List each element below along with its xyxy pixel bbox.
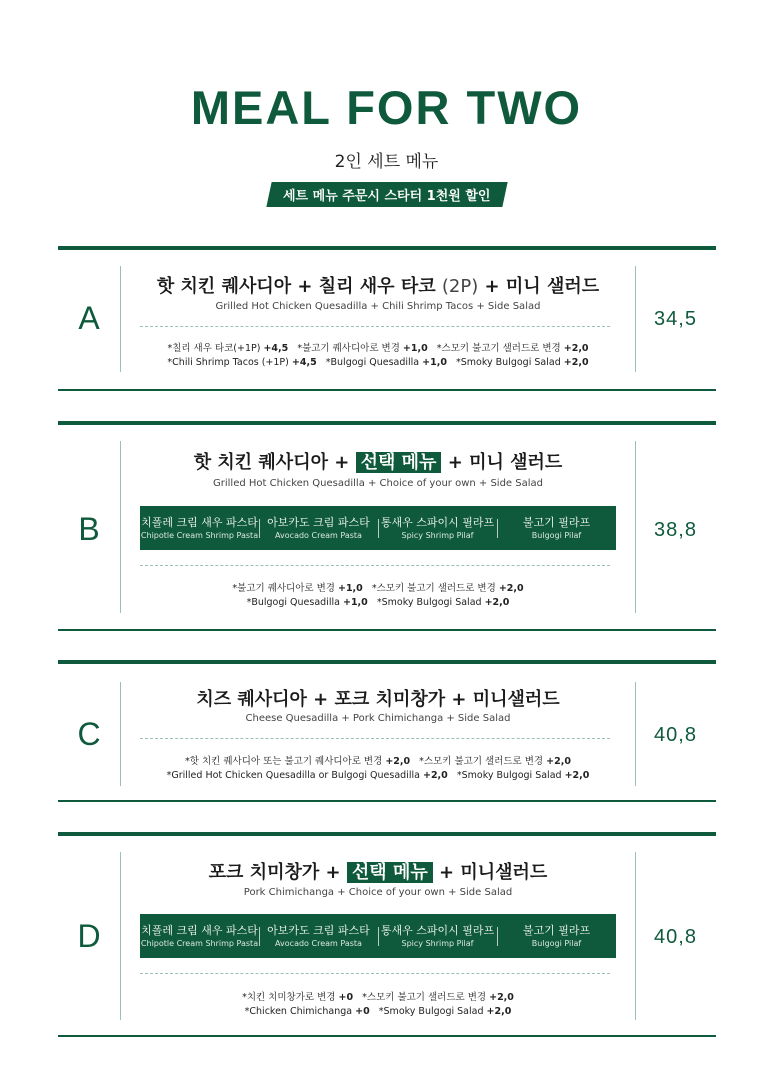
option-price: +1,0 [422, 357, 447, 368]
set-d-choice-bar [140, 914, 616, 958]
option-price: +2,0 [498, 583, 524, 594]
set-d-left-divider [120, 852, 121, 1020]
set-a-headline-end: + 미니 샐러드 [484, 276, 600, 297]
option-text: *칠리 새우 타코(+1P) [167, 343, 261, 354]
discount-banner [266, 182, 507, 207]
set-a [58, 246, 716, 391]
set-a-options-en [122, 357, 634, 368]
set-d-options-ko [122, 989, 634, 1003]
option-text: *Chili Shrimp Tacos (+1P) [167, 357, 289, 368]
choice-item [140, 515, 259, 542]
set-d-letter: D [77, 918, 101, 954]
set-c-price: 40,8 [654, 724, 697, 746]
set-b-headline-end: + 미니 샐러드 [447, 452, 563, 473]
set-b-choice-highlight: 선택 메뉴 [356, 452, 442, 473]
set-c-headline-main: 치즈 퀘사디아 + 포크 치미창가 + 미니샐러드 [196, 689, 560, 710]
choice-item [259, 923, 378, 950]
set-b-dashed-divider [140, 565, 610, 566]
option-text: *Smoky Bulgogi Salad [456, 357, 561, 368]
set-a-headline-qty: (2P) [441, 276, 479, 297]
set-d-headline-end: + 미니샐러드 [439, 862, 548, 883]
choice-item [378, 923, 497, 950]
choice-ko: 치폴레 크림 새우 파스타 [141, 515, 258, 529]
option-text: *불고기 퀘사디아로 변경 [232, 583, 335, 594]
discount-text: 세트 메뉴 주문시 스타터 1천원 할인 [282, 189, 491, 204]
choice-item [259, 515, 378, 542]
set-d-headline [122, 858, 634, 884]
set-d-top-rule [58, 832, 716, 836]
set-a-left-divider [120, 266, 121, 372]
option-price: +2,0 [489, 992, 514, 1003]
option-text: *치킨 치미창가로 변경 [242, 992, 336, 1003]
choice-ko: 불고기 필라프 [522, 515, 591, 529]
choice-ko: 아보카도 크림 파스타 [267, 515, 370, 529]
set-b-top-rule [58, 421, 716, 425]
option-text: *스모키 불고기 샐러드로 변경 [371, 583, 496, 594]
option-price: +1,0 [402, 343, 428, 354]
discount-banner-wrap [0, 182, 773, 207]
option-price: +2,0 [486, 1006, 512, 1017]
option-price: +4,5 [263, 343, 289, 354]
set-b-price: 38,8 [654, 519, 697, 541]
option-text: *스모키 불고기 샐러드로 변경 [436, 343, 561, 354]
set-d-bottom-rule [58, 1035, 716, 1037]
set-a-dashed-divider [140, 326, 610, 327]
set-d-english: Pork Chimichanga + Choice of your own + Side Salad [243, 887, 513, 898]
set-b-headline [122, 448, 634, 474]
set-c-left-divider [120, 682, 121, 786]
set-c-headline [122, 685, 634, 711]
option-text: *Bulgogi Quesadilla [325, 357, 420, 368]
option-price: +2,0 [385, 756, 411, 767]
option-price: +2,0 [484, 597, 510, 608]
set-c-english: Cheese Quesadilla + Pork Chimichanga + Side Salad [245, 713, 511, 724]
choice-en: Bulgogi Pilaf [531, 938, 582, 948]
option-text: *스모키 불고기 샐러드로 변경 [362, 992, 487, 1003]
set-d-options-en [122, 1006, 634, 1017]
set-b-left-divider [120, 441, 121, 613]
option-text: *Bulgogi Quesadilla [246, 597, 340, 608]
choice-item [140, 923, 259, 950]
set-d-price: 40,8 [654, 926, 697, 948]
option-price: +4,5 [291, 357, 317, 368]
choice-en: Spicy Shrimp Pilaf [401, 530, 474, 540]
set-a-top-rule [58, 246, 716, 250]
set-b-english: Grilled Hot Chicken Quesadilla + Choice of your own + Side Salad [213, 478, 543, 489]
set-b-choice-bar [140, 506, 616, 550]
set-c [58, 660, 716, 803]
set-d [58, 832, 716, 1038]
set-b-bottom-rule [58, 629, 716, 631]
choice-ko: 치폴레 크림 새우 파스타 [141, 923, 258, 937]
set-c-letter: C [77, 716, 101, 752]
choice-ko: 통새우 스파이시 필라프 [380, 515, 495, 529]
set-a-headline [122, 272, 634, 298]
menu-subtitle: 2인 세트 메뉴 [334, 152, 439, 172]
set-d-dashed-divider [140, 973, 610, 974]
option-text: *Grilled Hot Chicken Quesadilla or Bulgogi Quesadilla [166, 770, 420, 781]
option-text: *불고기 퀘사디아로 변경 [297, 343, 400, 354]
option-price: +1,0 [337, 583, 363, 594]
set-a-bottom-rule [58, 389, 716, 391]
choice-en: Bulgogi Pilaf [531, 530, 582, 540]
menu-title: MEAL FOR TWO [190, 81, 583, 134]
choice-ko: 아보카도 크림 파스타 [267, 923, 370, 937]
option-text: *Smoky Bulgogi Salad [376, 597, 482, 608]
set-a-headline-main: 핫 치킨 퀘사디아 + 칠리 새우 타코 [156, 276, 436, 297]
set-d-headline-main: 포크 치미창가 + [208, 862, 341, 883]
set-d-choice-highlight: 선택 메뉴 [347, 862, 433, 883]
choice-ko: 통새우 스파이시 필라프 [380, 923, 495, 937]
option-price: +2,0 [563, 343, 589, 354]
option-price: +2,0 [546, 756, 571, 767]
option-price: +0 [355, 1006, 370, 1017]
option-text: *Chicken Chimichanga [244, 1006, 353, 1017]
choice-ko: 불고기 필라프 [522, 923, 591, 937]
option-price: +2,0 [422, 770, 448, 781]
choice-en: Avocado Cream Pasta [275, 938, 362, 948]
set-a-letter: A [78, 300, 100, 336]
set-a-price: 34,5 [654, 308, 697, 330]
set-b-letter: B [78, 511, 100, 547]
choice-item [378, 515, 497, 542]
option-price: +1,0 [342, 597, 368, 608]
option-text: *핫 치킨 퀘사디아 또는 불고기 퀘사디아로 변경 [185, 756, 383, 767]
set-c-options-en [122, 770, 634, 781]
option-text: *Smoky Bulgogi Salad [378, 1006, 484, 1017]
choice-item [497, 923, 616, 950]
choice-en: Chipotle Cream Shrimp Pasta [140, 530, 259, 540]
set-a-options-ko [122, 340, 634, 354]
option-price: +0 [338, 992, 354, 1003]
set-b-headline-main: 핫 치킨 퀘사디아 + [193, 452, 350, 473]
set-b-options-ko [122, 580, 634, 594]
set-c-top-rule [58, 660, 716, 664]
option-price: +2,0 [563, 357, 589, 368]
option-price: +2,0 [564, 770, 590, 781]
choice-en: Avocado Cream Pasta [275, 530, 362, 540]
set-b [58, 421, 716, 631]
set-a-english: Grilled Hot Chicken Quesadilla + Chili Shrimp Tacos + Side Salad [215, 301, 541, 312]
choice-en: Spicy Shrimp Pilaf [401, 938, 474, 948]
set-c-bottom-rule [58, 800, 716, 802]
set-b-options-en [122, 597, 634, 608]
set-c-dashed-divider [140, 738, 610, 739]
option-text: *스모키 불고기 샐러드로 변경 [419, 756, 544, 767]
option-text: *Smoky Bulgogi Salad [456, 770, 562, 781]
set-c-options-ko [122, 753, 634, 767]
choice-en: Chipotle Cream Shrimp Pasta [140, 938, 259, 948]
choice-item [497, 515, 616, 542]
